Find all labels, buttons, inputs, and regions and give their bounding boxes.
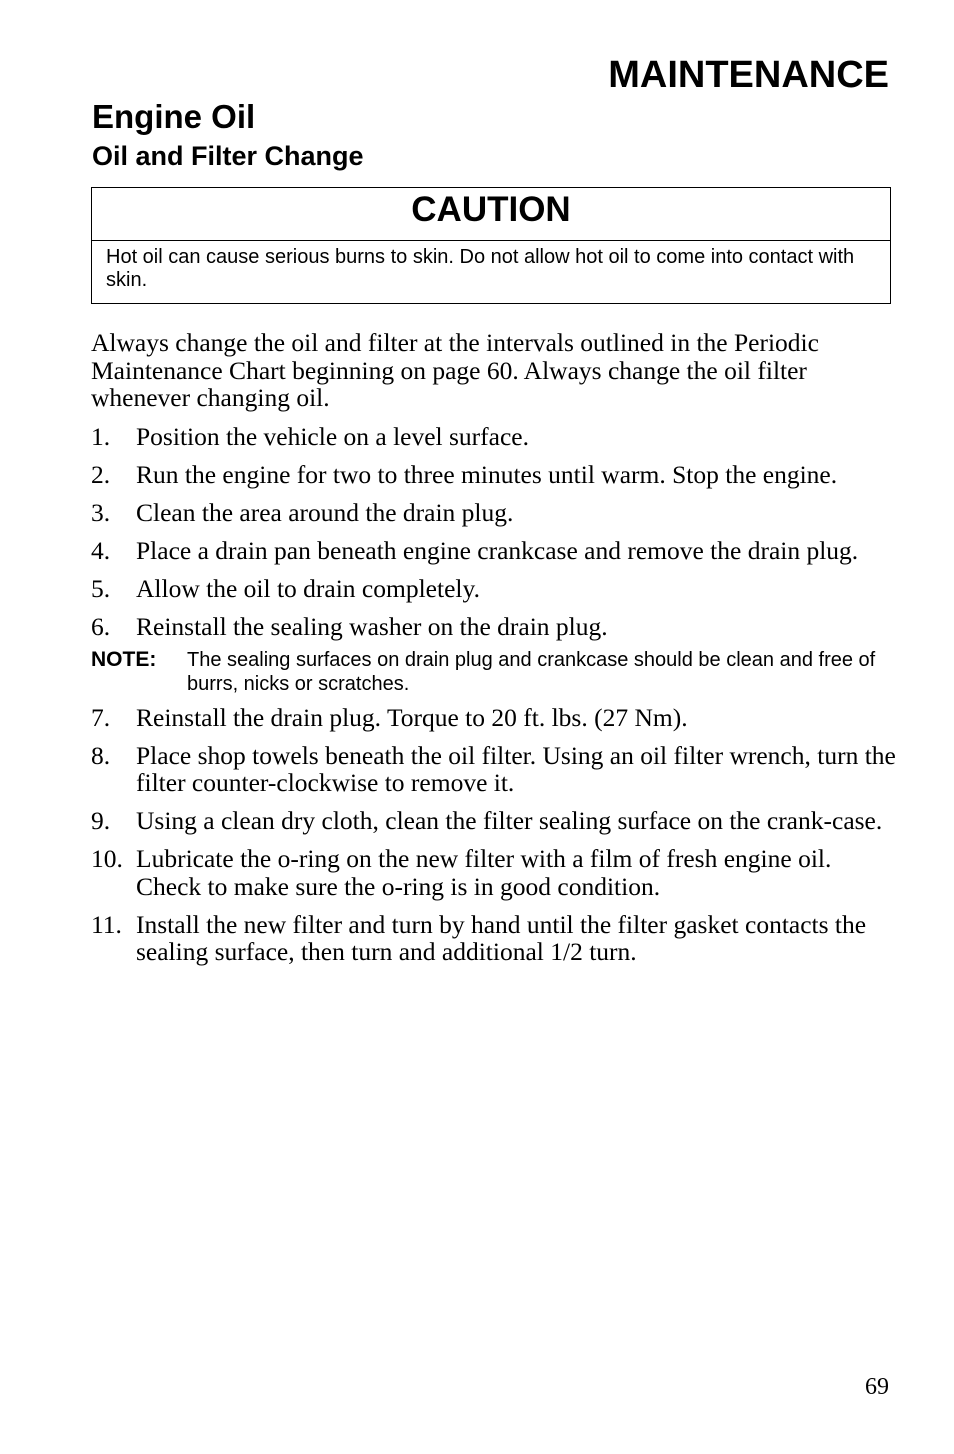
step-text: Run the engine for two to three minutes until warm. Stop the engine. [136,459,838,489]
steps-list-b [91,704,901,966]
step-text: Position the vehicle on a level surface. [136,421,529,451]
step-number: 2. [91,459,111,489]
list-item [91,704,901,732]
step-number: 10. [91,844,123,873]
steps-list-a [91,423,901,641]
step-number: 11. [91,909,122,939]
step-text: Clean the area around the drain plug. [136,497,514,527]
intro-paragraph: Always change the oil and filter at the intervals outlined in the Periodic Maintenance Chart beginning on page 60. Always change the oil filter whenever changing oil. [91,328,819,412]
note-text: The sealing surfaces on drain plug and crankcase should be clean and free of burrs, nicks or scratches. [187,648,876,695]
step-text: Lubricate the o-ring on the new filter with a film of fresh engine oil. Check to make sure the o-ring is in good condition. [136,844,832,901]
list-item [91,911,901,966]
step-text: Allow the oil to drain completely. [136,573,480,603]
step-text: Place shop towels beneath the oil filter. Using an oil filter wrench, turn the filter counter-clockwise to remove it. [136,740,896,797]
step-text: Reinstall the sealing washer on the drain plug. [136,611,608,641]
page-subtitle: Oil and Filter Change [92,141,364,171]
list-item [91,499,901,527]
caution-heading: CAUTION [92,188,890,241]
page-number: 69 [865,1374,889,1400]
list-item [91,807,901,835]
step-text: Reinstall the drain plug. Torque to 20 ft. lbs. (27 Nm). [136,702,688,732]
caution-box [91,187,891,304]
caution-text: Hot oil can cause serious burns to skin. Do not allow hot oil to come into contact with skin. [106,246,855,291]
list-item [91,537,901,565]
note-label: NOTE: [91,647,157,671]
page-title: Engine Oil [92,98,256,135]
list-item [91,575,901,603]
list-item [91,845,901,900]
step-number: 9. [91,806,111,835]
step-text: Using a clean dry cloth, clean the filter sealing surface on the crank-case. [136,806,883,835]
note [91,648,901,696]
list-item [91,613,901,641]
list-item [91,742,901,797]
body-content [91,329,901,976]
step-text: Place a drain pan beneath engine crankcase and remove the drain plug. [136,535,859,565]
section-title: MAINTENANCE [608,54,889,96]
step-text: Install the new filter and turn by hand until the filter gasket contacts the sealing surface, then turn and additional 1/2 turn. [136,909,867,966]
step-number: 4. [91,535,111,565]
list-item [91,423,901,451]
step-number: 7. [91,702,111,732]
step-number: 6. [91,611,111,641]
step-number: 1. [91,421,111,451]
step-number: 5. [91,573,111,603]
step-number: 8. [91,740,111,770]
step-number: 3. [91,497,111,527]
list-item [91,461,901,489]
